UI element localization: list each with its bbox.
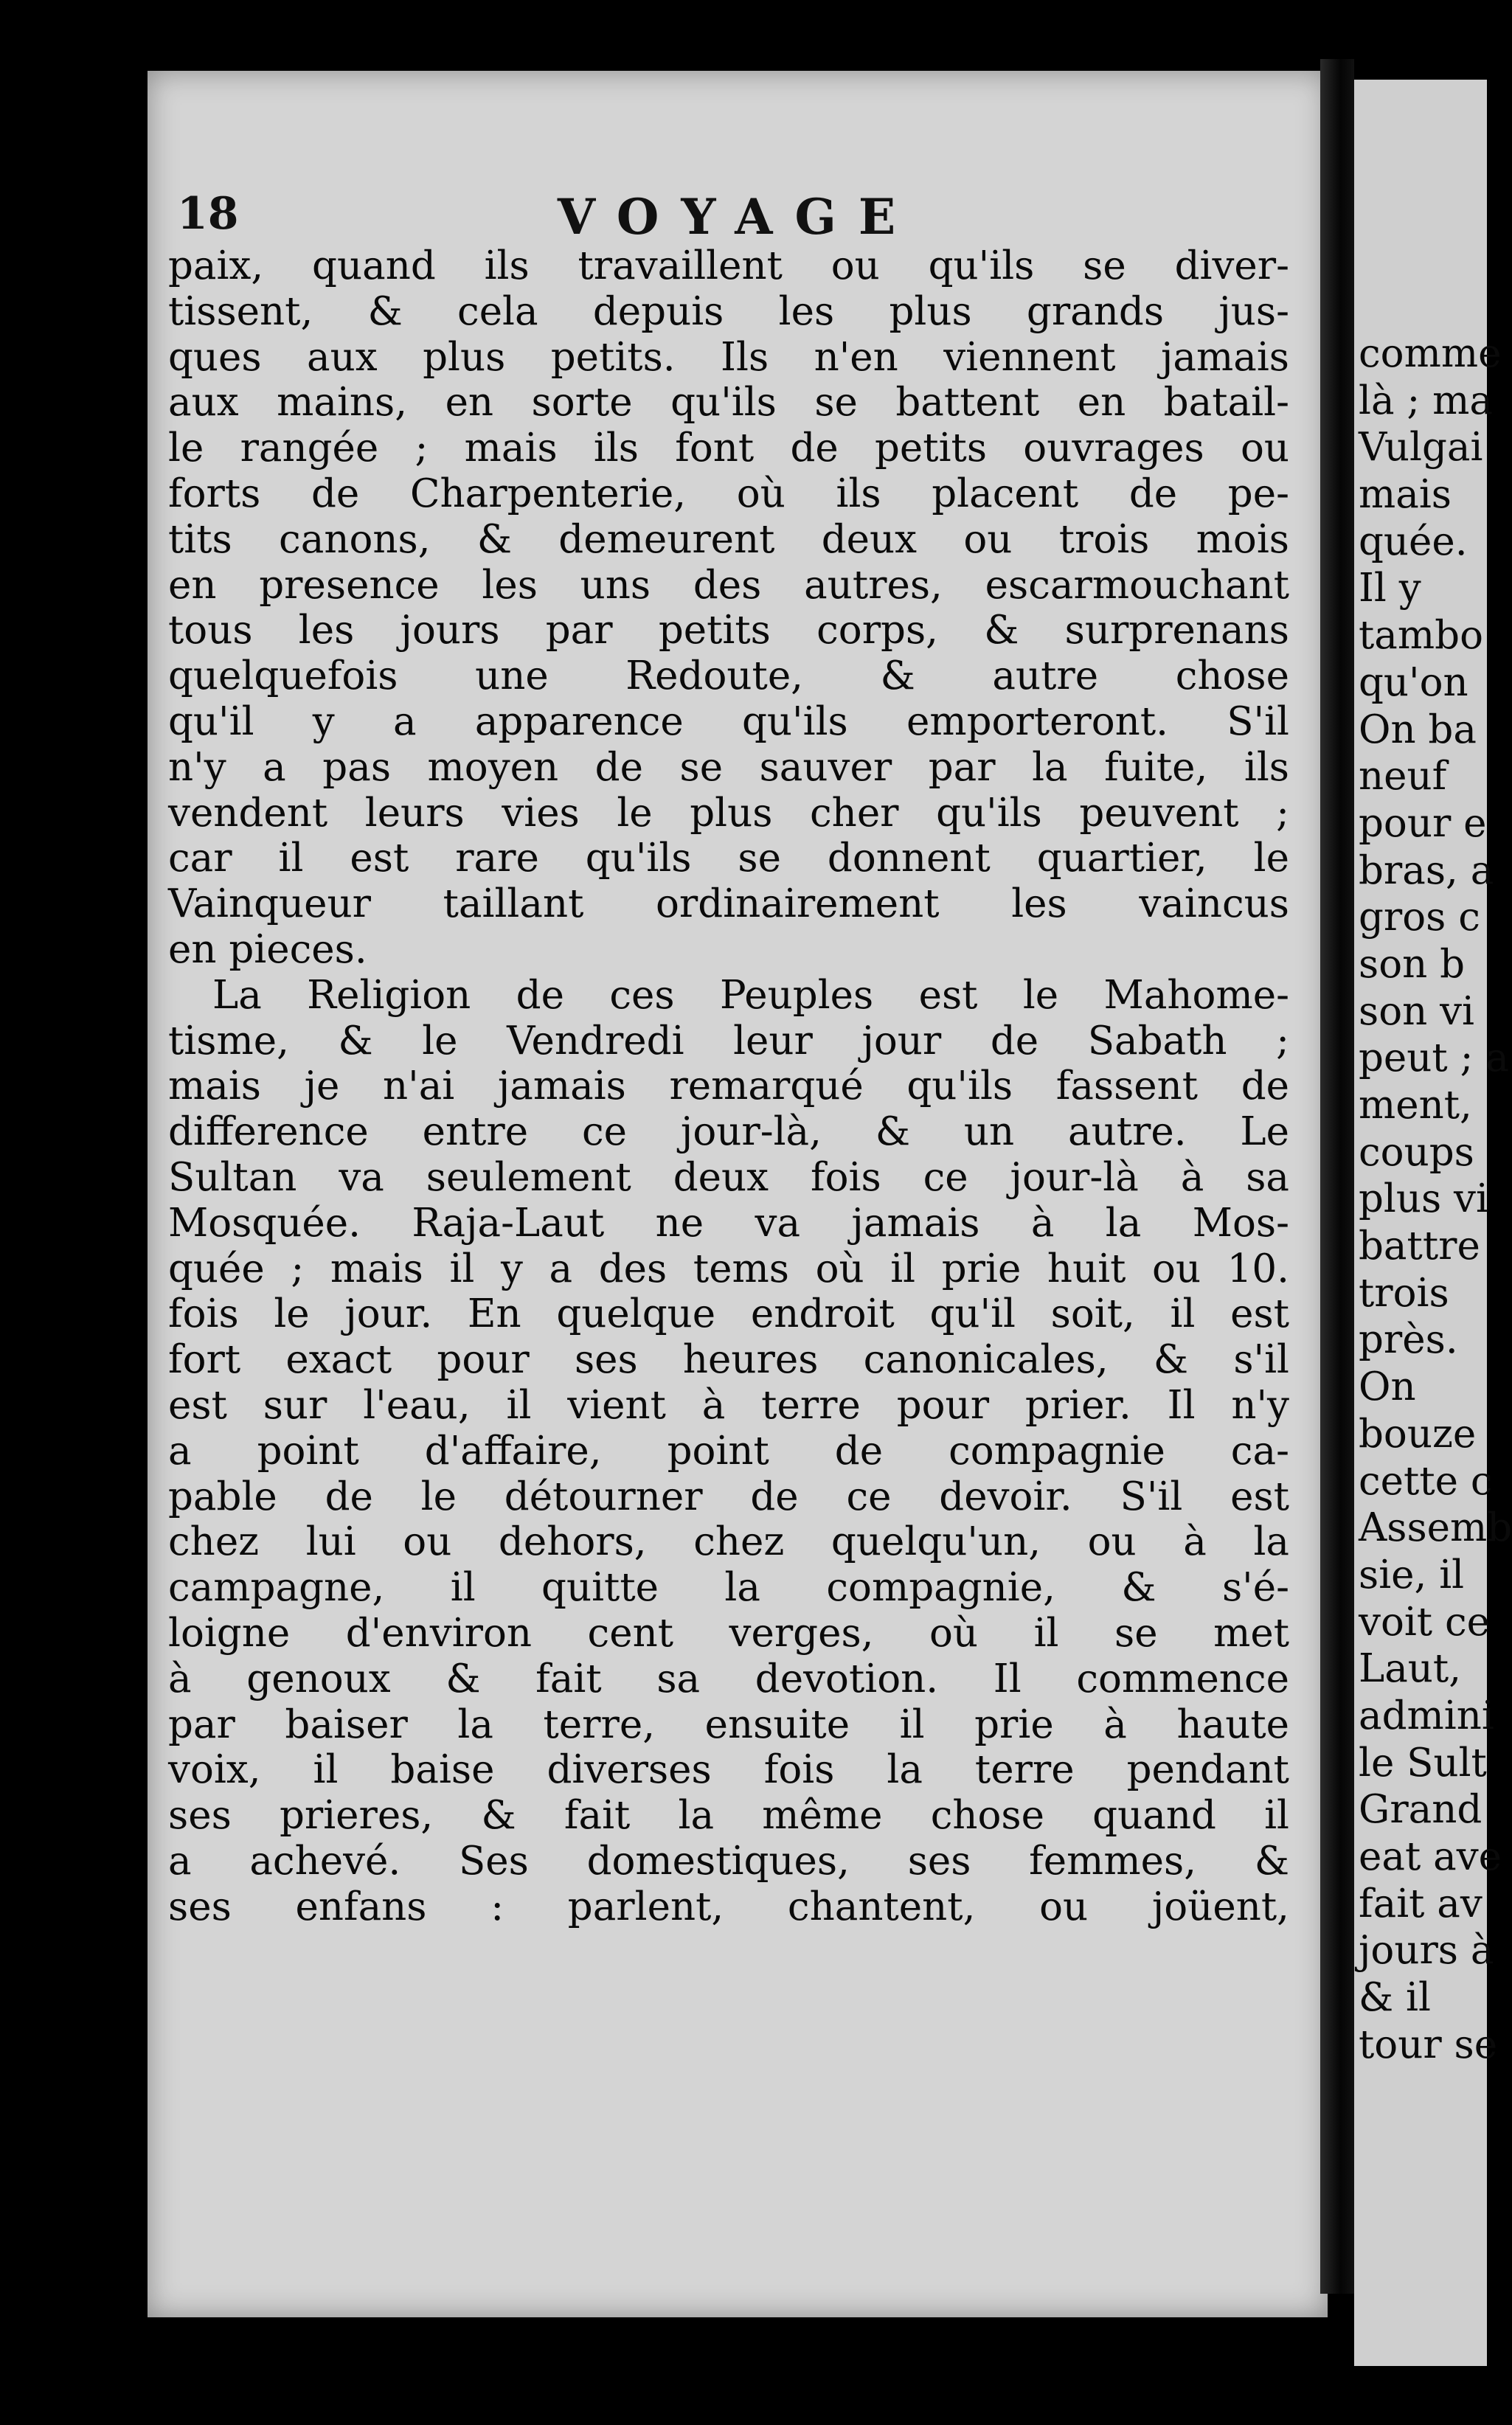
text-line: est sur l'eau, il vient à terre pour prier. Il n'y xyxy=(168,1382,1289,1428)
text-line: par baiser la terre, ensuite il prie à haute xyxy=(168,1701,1289,1747)
text-line: forts de Charpenterie, où ils placent de pe- xyxy=(168,471,1289,516)
text-line: tits canons, & demeurent deux ou trois mois xyxy=(168,516,1289,562)
page-header xyxy=(177,188,1298,247)
text-line: ses enfans : parlent, chantent, ou joüent, xyxy=(168,1884,1289,1929)
body-text xyxy=(168,243,1289,1929)
text-line: fort exact pour ses heures canonicales, & s'il xyxy=(168,1337,1289,1383)
facing-text-line: le Sult xyxy=(1359,1740,1487,1786)
facing-text-line: neuf xyxy=(1359,754,1447,799)
text-line: Mosquée. Raja-Laut ne va jamais à la Mos- xyxy=(168,1200,1289,1246)
facing-text-line: tambo xyxy=(1359,613,1483,659)
facing-page-edge xyxy=(1354,80,1512,2366)
text-line: ses prieres, & fait la même chose quand il xyxy=(168,1793,1289,1839)
text-line: tisme, & le Vendredi leur jour de Sabath ; xyxy=(168,1018,1289,1064)
facing-text-line: là ; ma xyxy=(1359,378,1493,423)
text-line: le rangée ; mais ils font de petits ouvrages ou xyxy=(168,426,1289,471)
facing-text-line: comme xyxy=(1359,331,1502,376)
facing-text-line: fait av xyxy=(1359,1881,1482,1926)
text-line: difference entre ce jour-là, & un autre. Le xyxy=(168,1109,1289,1155)
text-line: en pieces. xyxy=(168,926,367,972)
facing-text-line: pour e xyxy=(1359,800,1487,846)
facing-text-line: quée. xyxy=(1359,518,1468,564)
text-line: campagne, il quitte la compagnie, & s'é- xyxy=(168,1565,1289,1611)
facing-text-line: bouze xyxy=(1359,1411,1477,1457)
facing-text-line: trois xyxy=(1359,1270,1449,1316)
facing-text-line: cette c xyxy=(1359,1458,1493,1504)
running-head: VOYAGE xyxy=(557,188,918,246)
text-line: quelquefois une Redoute, & autre chose xyxy=(168,653,1289,699)
facing-text-line: ment, xyxy=(1359,1083,1472,1128)
text-line: fois le jour. En quelque endroit qu'il soit, il est xyxy=(168,1291,1289,1337)
facing-text-line: On ba xyxy=(1359,707,1477,752)
text-line: mais je n'ai jamais remarqué qu'ils fassent de xyxy=(168,1064,1289,1109)
facing-text-line: Grand xyxy=(1359,1787,1482,1833)
facing-text-line: plus vi xyxy=(1359,1176,1488,1222)
facing-text-line: peut ; a xyxy=(1359,1035,1509,1081)
text-line: à genoux & fait sa devotion. Il commence xyxy=(168,1656,1289,1701)
facing-text-line: mais xyxy=(1359,472,1452,518)
text-line: chez lui ou dehors, chez quelqu'un, ou à la xyxy=(168,1519,1289,1565)
page-number: 18 xyxy=(177,188,239,240)
facing-text-line: gros c xyxy=(1359,895,1480,940)
text-line: loigne d'environ cent verges, où il se met xyxy=(168,1610,1289,1656)
facing-page-text xyxy=(1359,330,1512,2068)
facing-text-line: son vi xyxy=(1359,988,1474,1034)
text-line: car il est rare qu'ils se donnent quartier, le xyxy=(168,836,1289,881)
text-line: pable de le détourner de ce devoir. S'il est xyxy=(168,1474,1289,1519)
text-line: en presence les uns des autres, escarmouchant xyxy=(168,562,1289,608)
facing-text-line: qu'on xyxy=(1359,659,1468,705)
facing-text-line: près. xyxy=(1359,1317,1458,1363)
text-line: paix, quand ils travaillent ou qu'ils se diver- xyxy=(168,243,1289,288)
facing-text-line: & il xyxy=(1359,1975,1431,2021)
facing-text-line: jours à xyxy=(1359,1928,1494,1974)
facing-text-line: son b xyxy=(1359,941,1466,987)
facing-text-line: voit ce xyxy=(1359,1599,1490,1645)
facing-text-line: admini xyxy=(1359,1693,1494,1738)
facing-text-line: Assemb xyxy=(1359,1505,1512,1551)
facing-text-line: battre xyxy=(1359,1224,1480,1269)
text-line: quée ; mais il y a des tems où il prie huit ou 10. xyxy=(168,1246,1289,1291)
text-line: a achevé. Ses domestiques, ses femmes, & xyxy=(168,1838,1289,1884)
facing-text-line: tour se xyxy=(1359,2022,1498,2067)
text-line: Vainqueur taillant ordinairement les vaincus xyxy=(168,881,1289,927)
facing-text-line: Il y xyxy=(1359,566,1421,611)
text-line: Sultan va seulement deux fois ce jour-là à sa xyxy=(168,1154,1289,1200)
text-line: vendent leurs vies le plus cher qu'ils peuvent ; xyxy=(168,790,1289,836)
facing-text-line: Vulgai xyxy=(1359,425,1483,471)
facing-text-line: bras, a xyxy=(1359,847,1494,893)
text-line: n'y a pas moyen de se sauver par la fuite, ils xyxy=(168,744,1289,790)
text-line: aux mains, en sorte qu'ils se battent en batail- xyxy=(168,380,1289,426)
text-line: La Religion de ces Peuples est le Mahome- xyxy=(212,972,1289,1018)
facing-text-line: On xyxy=(1359,1364,1416,1410)
facing-text-line: coups xyxy=(1359,1129,1474,1175)
text-line: ques aux plus petits. Ils n'en viennent jamais xyxy=(168,334,1289,380)
text-line: qu'il y a apparence qu'ils emporteront. S'il xyxy=(168,698,1289,744)
text-line: tous les jours par petits corps, & surprenans xyxy=(168,608,1289,653)
facing-text-line: eat ave xyxy=(1359,1834,1502,1879)
text-line: a point d'affaire, point de compagnie ca- xyxy=(168,1428,1289,1474)
facing-text-line: sie, il xyxy=(1359,1552,1465,1597)
facing-text-line: Laut, xyxy=(1359,1646,1462,1692)
book-gutter xyxy=(1320,59,1354,2294)
text-line: voix, il baise diverses fois la terre pendant xyxy=(168,1747,1289,1793)
text-line: tissent, & cela depuis les plus grands jus- xyxy=(168,288,1289,334)
